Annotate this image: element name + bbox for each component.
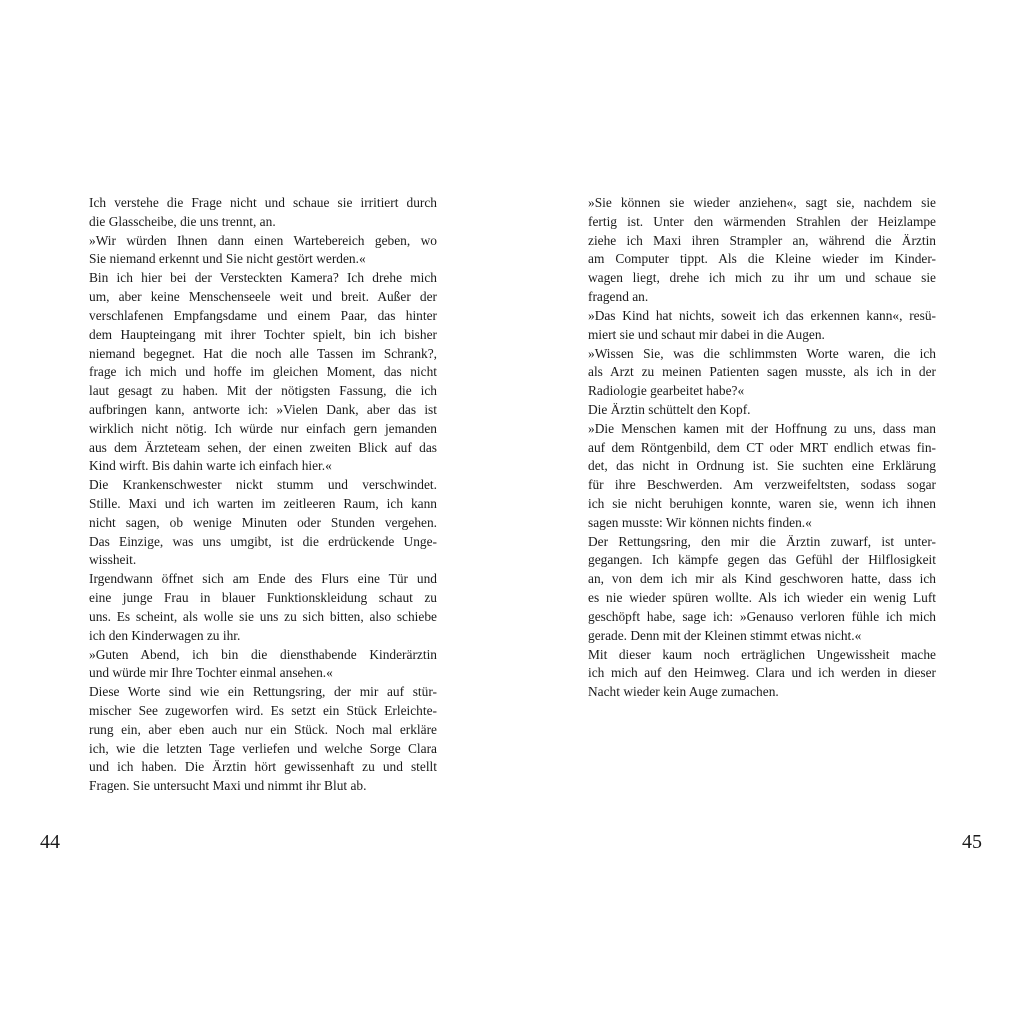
text-line: aus dem Ärzteteam sehen, der einen zweiten Blick auf das	[89, 439, 437, 455]
text-line: laut gesagt zu haben. Mit der nötigsten Fassung, die ich	[89, 383, 437, 399]
text-line: gerade. Denn mit der Kleinen stimmt etwas nicht.«	[588, 627, 862, 643]
text-line: Ich verstehe die Frage nicht und schaue sie irritiert durch	[89, 195, 437, 210]
text-line: wagen liegt, drehe ich mich zu ihr um und schaue sie	[588, 270, 936, 286]
text-line: mischer See zugeworfen wird. Es setzt ein Stück Erleichte-	[89, 702, 437, 718]
text-line: Die Krankenschwester nickt stumm und verschwindet.	[89, 477, 437, 493]
text-line: miert sie und schaut mir dabei in die Augen.	[588, 326, 825, 342]
text-line: wirklich nicht nötig. Ich würde nur einfach gern jemanden	[89, 420, 437, 436]
text-line: »Wissen Sie, was die schlimmsten Worte waren, die ich	[588, 345, 936, 361]
text-line: es nie wieder spüren wollte. Als ich wieder ein wenig Luft	[588, 590, 936, 606]
text-line: fertig ist. Unter den wärmenden Strahlen der Heizlampe	[588, 213, 936, 229]
text-line: wissheit.	[89, 552, 137, 568]
left-page-text	[89, 194, 437, 796]
text-line: Stille. Maxi und ich warten im zeitleeren Raum, ich kann	[89, 496, 437, 511]
text-line: am Computer tippt. Als die Kleine wieder im Kinder-	[588, 251, 936, 267]
text-line: »Das Kind hat nichts, soweit ich das erkennen kann«, resü-	[588, 307, 936, 323]
text-line: niemand begegnet. Hat die noch alle Tassen im Schrank?,	[89, 345, 437, 361]
text-line: und ich haben. Die Ärztin hört gewissenhaft zu und stellt	[89, 759, 437, 775]
text-line: ich, wie die letzten Tage verliefen und welche Sorge Clara	[89, 740, 437, 756]
text-line: die Glasscheibe, die uns trennt, an.	[89, 213, 276, 229]
text-line: Irgendwann öffnet sich am Ende des Flurs eine Tür und	[89, 571, 437, 587]
text-line: verschlafenen Empfangsdame und einem Paar, das hinter	[89, 307, 437, 323]
text-line: Das Einzige, was uns umgibt, ist die erdrückende Unge-	[89, 533, 437, 549]
text-line: eine junge Frau in blauer Funktionskleidung schaut zu	[89, 590, 437, 606]
text-line: gegangen. Ich kämpfe gegen das Gefühl der Hilflosigkeit	[588, 552, 936, 568]
text-line: ich sie nicht beruhigen konnte, waren sie, wenn ich ihnen	[588, 496, 936, 511]
text-line: nicht sagen, ob wenige Minuten oder Stunden vergehen.	[89, 514, 437, 530]
text-line: »Sie können sie wieder anziehen«, sagt sie, nachdem sie	[588, 195, 936, 210]
text-line: Bin ich hier bei der Versteckten Kamera? Ich drehe mich	[89, 270, 437, 286]
text-line: Kind wirft. Bis dahin warte ich einfach hier.«	[89, 458, 332, 474]
text-line: aufbringen kann, antworte ich: »Vielen Dank, aber das ist	[89, 401, 437, 417]
left-page-number: 44	[40, 831, 60, 853]
right-page-number: 45	[962, 831, 982, 853]
text-line: »Wir würden Ihnen dann einen Wartebereich geben, wo	[89, 232, 437, 248]
text-line: als Arzt zu meinen Patienten sagen musste, als ich in der	[588, 364, 936, 380]
text-line: »Guten Abend, ich bin die diensthabende Kinderärztin	[89, 646, 437, 662]
text-line: »Die Menschen kamen mit der Hoffnung zu uns, dass man	[588, 420, 936, 436]
text-line: und würde mir Ihre Tochter einmal ansehen.«	[89, 665, 333, 681]
text-line: ich mich auf den Heimweg. Clara und ich werden in dieser	[588, 665, 936, 681]
text-line: an, von dem ich mir als Kind geschworen hatte, dass ich	[588, 571, 936, 587]
text-line: ziehe ich Maxi ihren Strampler an, während die Ärztin	[588, 232, 936, 248]
text-line: fragend an.	[588, 289, 649, 305]
text-line: Nacht wieder kein Auge zumachen.	[588, 684, 779, 700]
right-page-text	[588, 194, 936, 702]
text-line: Die Ärztin schüttelt den Kopf.	[588, 401, 751, 417]
text-line: Radiologie gearbeitet habe?«	[588, 383, 745, 399]
text-line: für ihre Beschwerden. Am verzweifeltsten, sodass sogar	[588, 477, 936, 493]
text-line: ich den Kinderwagen zu ihr.	[89, 627, 241, 643]
text-line: dem Haupteingang mit ihrer Tochter spielt, bin ich bisher	[89, 326, 437, 342]
text-line: rung ein, aber eben auch nur ein Stück. Noch mal erkläre	[89, 721, 437, 737]
text-line: geschöpft habe, sage ich: »Genauso verloren fühle ich mich	[588, 608, 936, 624]
text-line: auf dem Röntgenbild, dem CT oder MRT endlich etwas fin-	[588, 439, 936, 455]
text-line: Diese Worte sind wie ein Rettungsring, der mir auf stür-	[89, 684, 437, 700]
text-line: Der Rettungsring, den mir die Ärztin zuwarf, ist unter-	[588, 533, 936, 549]
text-line: um, aber keine Menschenseele weit und breit. Außer der	[89, 289, 437, 305]
text-line: det, das nicht in Ordnung ist. Sie suchten eine Erklärung	[588, 458, 936, 474]
text-line: uns. Es scheint, als wolle sie uns zu sich bitten, also schiebe	[89, 608, 437, 624]
text-line: Sie niemand erkennt und Sie nicht gestört werden.«	[89, 251, 366, 267]
text-line: sagen musste: Wir können nichts finden.«	[588, 514, 812, 530]
text-line: frage ich mich und hoffe im gleichen Moment, das nicht	[89, 364, 437, 380]
text-line: Fragen. Sie untersucht Maxi und nimmt ihr Blut ab.	[89, 778, 367, 794]
text-line: Mit dieser kaum noch erträglichen Ungewissheit mache	[588, 646, 936, 662]
